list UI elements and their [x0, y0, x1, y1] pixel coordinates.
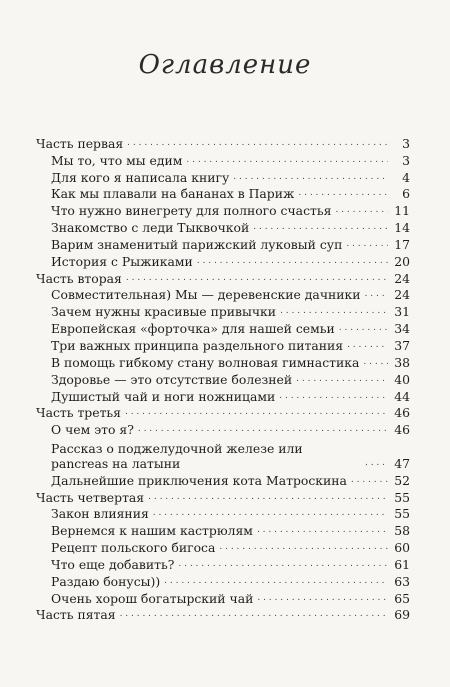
- toc-chapter-entry: [36, 151, 410, 168]
- toc-entry-title: Мы то, что мы едим: [51, 152, 183, 168]
- toc-entry-title: Часть первая: [36, 135, 124, 151]
- toc-entry-title: История с Рыжиками: [51, 253, 193, 269]
- toc-dot-leader: [138, 422, 388, 437]
- toc-dot-leader: [186, 153, 388, 168]
- toc-page-number: 11: [394, 203, 410, 219]
- toc-dot-leader: [125, 405, 388, 420]
- toc-dot-leader: [347, 338, 388, 353]
- toc-page-number: 52: [394, 472, 410, 488]
- toc-chapter-entry: [36, 387, 410, 404]
- toc-dot-leader: [127, 136, 388, 151]
- toc-page-number: 40: [394, 371, 410, 387]
- toc-chapter-entry: [36, 319, 410, 336]
- toc-chapter-entry: [36, 201, 410, 218]
- toc-chapter-entry: [36, 437, 410, 471]
- toc-chapter-entry: [36, 336, 410, 353]
- toc-page-number: 63: [394, 573, 410, 589]
- toc-page-number: 6: [402, 186, 410, 202]
- toc-page-number: 55: [394, 506, 410, 522]
- toc-page-number: 31: [394, 304, 410, 320]
- toc-chapter-entry: [36, 168, 410, 185]
- toc-entry-title: Здоровье — это отсутствие болезней: [51, 371, 293, 387]
- toc-dot-leader: [257, 523, 388, 538]
- toc-entry-title: Душистый чай и ноги ножницами: [51, 388, 276, 404]
- toc-page-number: 61: [394, 556, 410, 572]
- toc-page-number: 37: [394, 337, 410, 353]
- toc-entry-title: Рассказ о поджелудочной железе или pancreas на латыни: [51, 440, 303, 471]
- toc-page-number: 20: [394, 253, 410, 269]
- toc-page-number: 3: [402, 152, 410, 168]
- toc-page-number: 58: [394, 523, 410, 539]
- toc-chapter-entry: [36, 555, 410, 572]
- toc-entry-title: Что нужно винегрету для полного счастья: [51, 203, 332, 219]
- toc-chapter-entry: [36, 302, 410, 319]
- toc-entry-title: Часть четвертая: [36, 489, 145, 505]
- toc-chapter-entry: [36, 185, 410, 202]
- toc-entry-title: Европейская «форточка» для нашей семьи: [51, 321, 335, 337]
- toc-page-number: 24: [394, 270, 410, 286]
- toc-dot-leader: [296, 372, 388, 387]
- toc-part-entry: [36, 134, 410, 151]
- toc-part-entry: [36, 269, 410, 286]
- toc-dot-leader: [148, 490, 388, 505]
- toc-chapter-entry: [36, 505, 410, 522]
- toc-chapter-entry: [36, 572, 410, 589]
- toc-dot-leader: [178, 557, 388, 572]
- toc-entry-title: Часть третья: [36, 405, 121, 421]
- toc-entry-title: Как мы плавали на бананах в Париж: [51, 186, 295, 202]
- toc-dot-leader: [153, 506, 388, 521]
- toc-chapter-entry: [36, 521, 410, 538]
- toc-dot-leader: [365, 456, 388, 471]
- table-of-contents: [36, 134, 410, 622]
- toc-entry-title: Зачем нужны красивые привычки: [51, 304, 277, 320]
- toc-page-number: 4: [402, 169, 410, 185]
- toc-page-number: 34: [394, 321, 410, 337]
- toc-chapter-entry: [36, 420, 410, 437]
- toc-dot-leader: [298, 186, 388, 201]
- toc-entry-title: Что еще добавить?: [51, 556, 175, 572]
- toc-page-number: 46: [394, 405, 410, 421]
- toc-page-number: 47: [394, 455, 410, 471]
- toc-entry-title: Часть вторая: [36, 270, 122, 286]
- toc-page-number: 38: [394, 354, 410, 370]
- toc-page-number: 3: [402, 135, 410, 151]
- toc-entry-title: Очень хорош богатырский чай: [51, 590, 254, 606]
- toc-entry-title: Знакомство с леди Тыквочкой: [51, 220, 250, 236]
- toc-chapter-entry: [36, 235, 410, 252]
- toc-entry-title: Совместительная) Мы — деревенские дачники: [51, 287, 361, 303]
- toc-entry-title: Три важных принципа раздельного питания: [51, 337, 344, 353]
- toc-chapter-entry: [36, 538, 410, 555]
- toc-chapter-entry: [36, 589, 410, 606]
- toc-entry-title: Рецепт польского бигоса: [51, 540, 216, 556]
- page-title: Оглавление: [138, 50, 312, 80]
- toc-dot-leader: [164, 574, 388, 589]
- toc-dot-leader: [197, 254, 388, 269]
- toc-dot-leader: [363, 355, 388, 370]
- toc-entry-title: Варим знаменитый парижский луковый суп: [51, 236, 343, 252]
- toc-entry-title: О чем это я?: [51, 422, 134, 438]
- toc-dot-leader: [257, 591, 388, 606]
- toc-part-entry: [36, 488, 410, 505]
- toc-dot-leader: [346, 237, 388, 252]
- toc-part-entry: [36, 404, 410, 421]
- toc-page-number: 65: [394, 590, 410, 606]
- toc-page-number: 17: [394, 236, 410, 252]
- toc-dot-leader: [253, 220, 388, 235]
- toc-dot-leader: [280, 304, 388, 319]
- toc-dot-leader: [279, 389, 388, 404]
- toc-entry-title: Раздаю бонусы)): [51, 573, 161, 589]
- toc-entry-title: Вернемся к нашим кастрюлям: [51, 523, 253, 539]
- toc-chapter-entry: [36, 370, 410, 387]
- toc-entry-title: Закон влияния: [51, 506, 149, 522]
- toc-chapter-entry: [36, 353, 410, 370]
- toc-dot-leader: [120, 607, 388, 622]
- toc-page-number: 55: [394, 489, 410, 505]
- toc-chapter-entry: [36, 471, 410, 488]
- toc-dot-leader: [365, 287, 388, 302]
- toc-page-number: 44: [394, 388, 410, 404]
- toc-dot-leader: [126, 271, 388, 286]
- toc-dot-leader: [233, 170, 388, 185]
- toc-page-number: 60: [394, 540, 410, 556]
- toc-chapter-entry: [36, 252, 410, 269]
- toc-entry-title: В помощь гибкому стану волновая гимнастика: [51, 354, 360, 370]
- toc-entry-title: Часть пятая: [36, 607, 116, 623]
- toc-dot-leader: [351, 473, 388, 488]
- toc-page-number: 24: [394, 287, 410, 303]
- toc-dot-leader: [335, 203, 388, 218]
- toc-page-number: 14: [394, 220, 410, 236]
- toc-dot-leader: [339, 321, 388, 336]
- toc-page-number: 69: [394, 607, 410, 623]
- toc-chapter-entry: [36, 218, 410, 235]
- toc-page-number: 46: [394, 422, 410, 438]
- toc-part-entry: [36, 606, 410, 623]
- toc-entry-title: Дальнейшие приключения кота Матроскина: [51, 472, 347, 488]
- toc-entry-title: Для кого я написала книгу: [51, 169, 230, 185]
- toc-dot-leader: [219, 540, 388, 555]
- toc-chapter-entry: [36, 286, 410, 303]
